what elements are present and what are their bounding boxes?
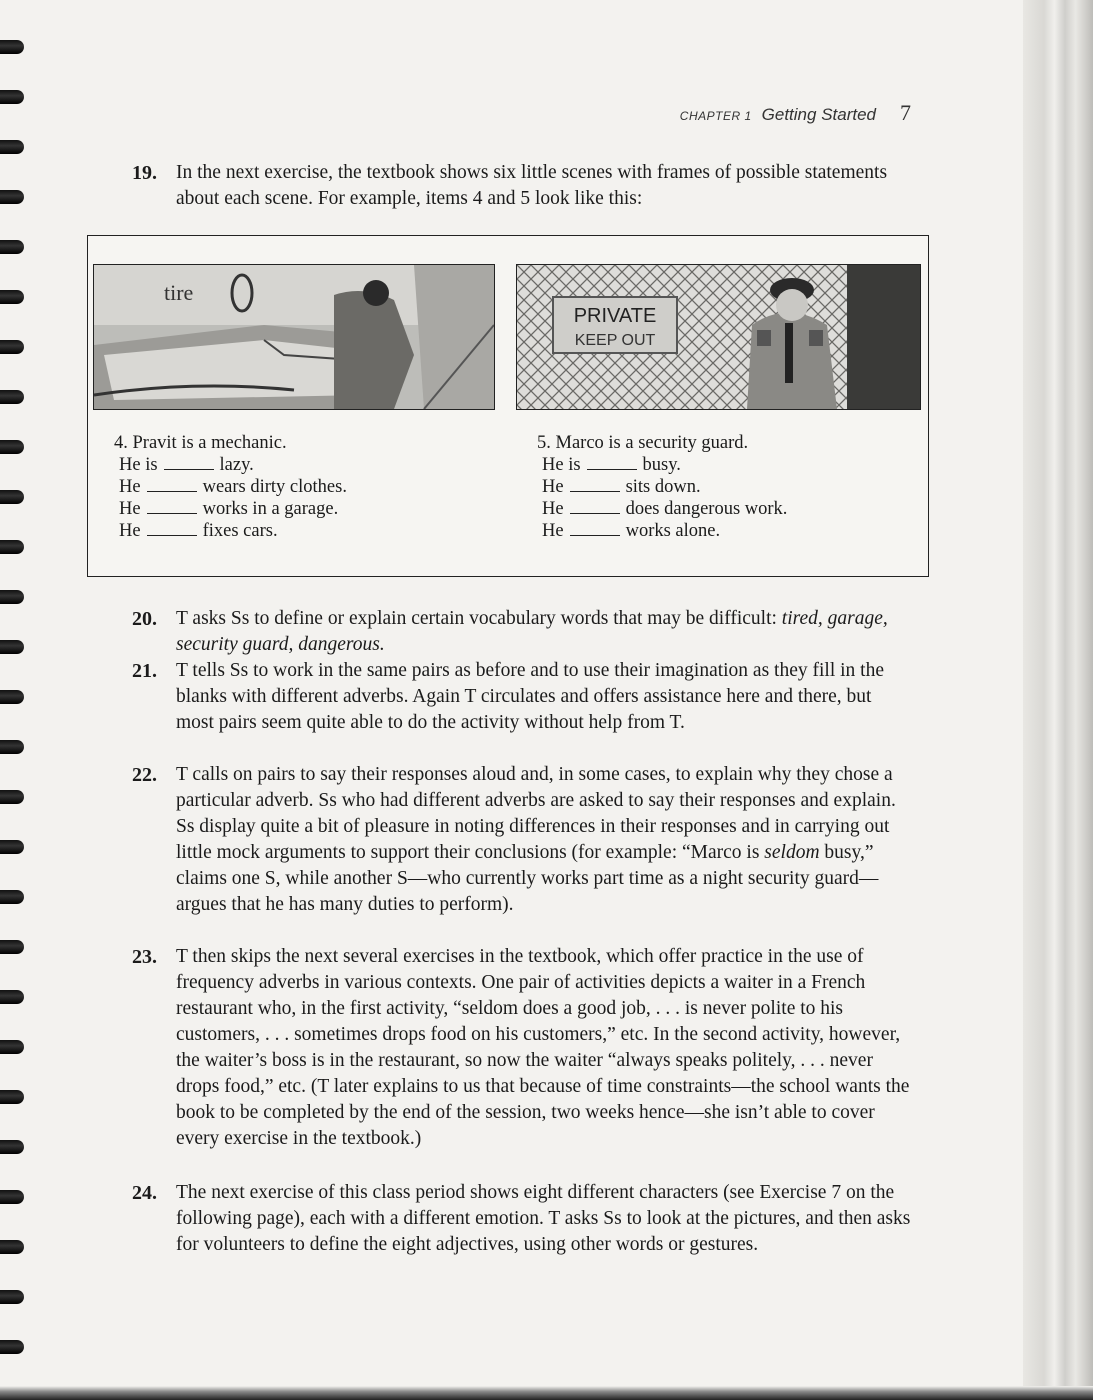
binding-ring bbox=[0, 390, 24, 404]
binding-ring bbox=[0, 340, 24, 354]
caption-line bbox=[537, 498, 787, 520]
binding-ring bbox=[0, 790, 24, 804]
answer-blank bbox=[570, 521, 620, 536]
caption-mechanic bbox=[114, 432, 347, 542]
line-lead: He bbox=[542, 521, 564, 541]
binding-ring bbox=[0, 1190, 24, 1204]
item-number: 24. bbox=[132, 1182, 157, 1204]
item-number: 23. bbox=[132, 946, 157, 968]
item-21 bbox=[132, 658, 912, 736]
answer-blank bbox=[587, 455, 637, 470]
line-lead: He is bbox=[542, 455, 581, 475]
line-lead: He bbox=[119, 477, 141, 497]
item-text: The next exercise of this class period shows eight different characters (see Exercise 7 on the following page), each with a different emotion. T asks Ss to look at the pictures, and then asks for volunteers to define the eight adjectives, using other words or gestures. bbox=[176, 1182, 911, 1255]
line-tail: sits down. bbox=[625, 477, 701, 497]
item-20 bbox=[132, 606, 912, 658]
running-header bbox=[680, 100, 911, 126]
item-text bbox=[176, 606, 912, 658]
page-number: 7 bbox=[900, 100, 911, 125]
answer-blank bbox=[164, 455, 214, 470]
item-text bbox=[176, 762, 912, 918]
caption-title: 4. Pravit is a mechanic. bbox=[114, 433, 287, 453]
line-lead: He bbox=[119, 499, 141, 519]
item-22 bbox=[132, 762, 912, 918]
caption-security-guard bbox=[537, 432, 787, 542]
item-24 bbox=[132, 1180, 912, 1258]
line-tail: fixes cars. bbox=[202, 521, 278, 541]
binding-ring bbox=[0, 1040, 24, 1054]
binding-ring bbox=[0, 40, 24, 54]
binding-ring bbox=[0, 440, 24, 454]
spiral-binding bbox=[0, 30, 26, 1390]
caption-line bbox=[114, 520, 347, 542]
binding-ring bbox=[0, 1240, 24, 1254]
binding-ring bbox=[0, 690, 24, 704]
item-text: T then skips the next several exercises in the textbook, which offer practice in the use of frequency adverbs in various contexts. One pair of activities depicts a waiter in a French restaurant who, in the first activity, “seldom does a good job, . . . is never polite to his customers, . . . sometimes drops food on his customers,” etc. In the second activity, however, the waiter’s boss is in the restaurant, so now the waiter “always speaks politely, . . . never drops food,” etc. (T later explains to us that because of time constraints—the school wants the book to be completed by the end of the session, two weeks hence—she isn’t able to cover every exercise in the textbook.) bbox=[176, 946, 910, 1149]
item-number: 21. bbox=[132, 660, 157, 682]
binding-ring bbox=[0, 1290, 24, 1304]
mechanic-scene-image bbox=[93, 264, 495, 410]
exercise-figure bbox=[87, 235, 929, 577]
item-23 bbox=[132, 944, 912, 1152]
binding-ring bbox=[0, 1140, 24, 1154]
caption-line bbox=[537, 520, 787, 542]
binding-ring bbox=[0, 540, 24, 554]
binding-ring bbox=[0, 990, 24, 1004]
line-tail: wears dirty clothes. bbox=[202, 477, 347, 497]
caption-line bbox=[537, 454, 787, 476]
answer-blank bbox=[147, 499, 197, 514]
answer-blank bbox=[147, 521, 197, 536]
line-lead: He bbox=[542, 477, 564, 497]
binding-ring bbox=[0, 240, 24, 254]
binding-ring bbox=[0, 1090, 24, 1104]
caption-line bbox=[114, 476, 347, 498]
caption-line bbox=[114, 454, 347, 476]
item-text: In the next exercise, the textbook shows six little scenes with frames of possible statements about each scene. For example, items 4 and 5 look like this: bbox=[176, 162, 888, 209]
answer-blank bbox=[147, 477, 197, 492]
answer-blank bbox=[570, 499, 620, 514]
binding-ring bbox=[0, 940, 24, 954]
binding-ring bbox=[0, 140, 24, 154]
line-tail: works alone. bbox=[625, 521, 721, 541]
binding-ring bbox=[0, 740, 24, 754]
security-guard-scene-image bbox=[516, 264, 921, 410]
item-text-body: T calls on pairs to say their responses aloud and, in some cases, to explain why they chose a particular adverb. Ss who had different adverbs are asked to say their responses and explain. Ss display quite a bit of pleasure in noting differences in their responses and in carrying out little mock arguments to support their conclusions (for example: “Marco is bbox=[176, 764, 896, 863]
item-text-body: T asks Ss to define or explain certain vocabulary words that may be difficult: bbox=[176, 608, 782, 629]
caption-title: 5. Marco is a security guard. bbox=[537, 433, 749, 453]
item-number: 22. bbox=[132, 764, 157, 786]
private-sign-line1: PRIVATE bbox=[573, 305, 657, 327]
binding-ring bbox=[0, 190, 24, 204]
emphasized-adverb: seldom bbox=[764, 842, 820, 863]
binding-ring bbox=[0, 290, 24, 304]
answer-blank bbox=[570, 477, 620, 492]
private-sign-line2: KEEP OUT bbox=[574, 332, 656, 349]
vocabulary-words: tired, garage, security guard, dangerous. bbox=[176, 608, 888, 655]
binding-ring bbox=[0, 890, 24, 904]
binding-ring bbox=[0, 640, 24, 654]
bottom-page-edge bbox=[0, 1386, 1093, 1400]
item-19 bbox=[132, 160, 912, 212]
caption-line bbox=[114, 498, 347, 520]
binding-ring bbox=[0, 90, 24, 104]
item-text-body: busy,” claims one S, while another S—who currently works part time as a night security guard—argues that he has many duties to perform). bbox=[176, 842, 879, 915]
binding-ring bbox=[0, 840, 24, 854]
item-number: 19. bbox=[132, 162, 157, 184]
line-lead: He bbox=[542, 499, 564, 519]
chapter-title: Getting Started bbox=[761, 105, 876, 124]
binding-ring bbox=[0, 1340, 24, 1354]
item-text: T tells Ss to work in the same pairs as before and to use their imagination as they fill in the blanks with different adverbs. Again T circulates and offers assistance here and there, but most pairs seem quite able to do the activity without help from T. bbox=[176, 660, 884, 733]
line-tail: works in a garage. bbox=[202, 499, 339, 519]
item-number: 20. bbox=[132, 608, 157, 630]
line-lead: He bbox=[119, 521, 141, 541]
page-edge-stack bbox=[1023, 0, 1093, 1400]
chapter-label: CHAPTER 1 bbox=[679, 109, 752, 123]
line-tail: lazy. bbox=[219, 455, 254, 475]
caption-line bbox=[537, 476, 787, 498]
tire-sign-text: tire bbox=[164, 280, 194, 305]
binding-ring bbox=[0, 590, 24, 604]
line-lead: He is bbox=[119, 455, 158, 475]
binding-ring bbox=[0, 490, 24, 504]
line-tail: busy. bbox=[642, 455, 681, 475]
line-tail: does dangerous work. bbox=[625, 499, 788, 519]
